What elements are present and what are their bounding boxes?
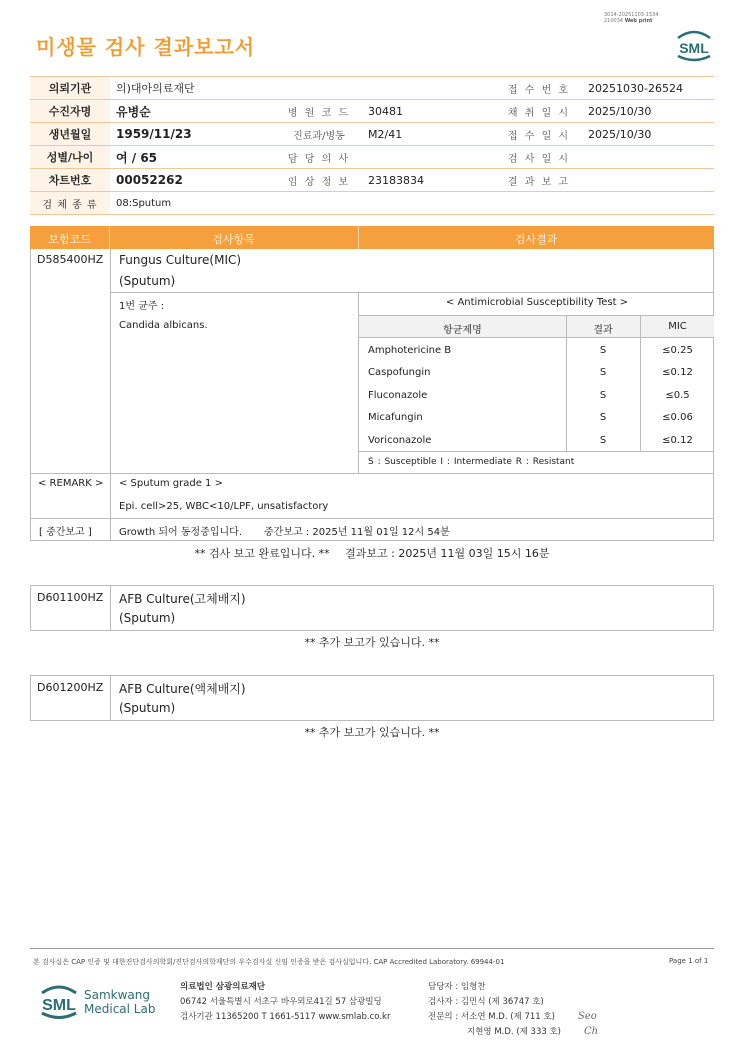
header-test-item: 검사항목 [212, 233, 255, 246]
info-value: 2025/10/30 [582, 123, 714, 146]
ast-col-result: 결과 [593, 325, 613, 336]
staff-name: 김민식 (제 36747 호) [460, 997, 544, 1007]
test-code: D585400HZ [37, 253, 104, 266]
info-value [362, 77, 496, 100]
info-value [582, 192, 714, 215]
final-time: 결과보고 : 2025년 11월 03일 15시 16분 [345, 547, 550, 560]
divider [566, 315, 567, 451]
ast-col-drug: 항균제명 [443, 325, 482, 336]
drug-result: S [599, 435, 607, 446]
sml-logo-text: SML [679, 40, 709, 56]
info-value [362, 146, 496, 169]
info-label: 채 취 일 시 [496, 100, 582, 123]
drug-result: S [599, 367, 607, 378]
signature-2: Ch [584, 1026, 599, 1037]
info-label: 접 수 번 호 [496, 77, 582, 100]
patient-info-table [30, 76, 714, 215]
test-name: Fungus Culture(MIC) [119, 253, 242, 267]
info-value: 유병순 [110, 100, 276, 123]
info-label: 담 당 의 사 [276, 146, 362, 169]
info-value [582, 146, 714, 169]
interim-label: [ 중간보고 ] [39, 527, 92, 538]
header-test-result: 검사결과 [514, 233, 558, 246]
remark-label: < REMARK > [38, 478, 104, 489]
final-report-note [0, 545, 744, 561]
info-value: 08:Sputum [110, 192, 276, 215]
info-value: 23183834 [362, 169, 496, 192]
divider [359, 451, 714, 452]
org-address: 06742 서울특별시 서초구 바우뫼로41길 57 삼광빌딩 [180, 997, 382, 1007]
info-label: 성별/나이 [30, 146, 110, 169]
specimen: (Sputum) [119, 611, 176, 625]
results-header [30, 226, 714, 249]
test-code: D601200HZ [37, 681, 104, 694]
divider [110, 676, 111, 720]
interim-time: 중간보고 : 2025년 11월 01일 12시 54분 [264, 527, 450, 538]
staff-role: 검사자 : [428, 997, 459, 1007]
test-code: D601100HZ [37, 591, 104, 604]
report-id-line1: 3014-20251103-1534 [604, 12, 659, 18]
footer-divider [30, 948, 714, 949]
info-value: 의)대아의료재단 [110, 77, 276, 100]
divider [358, 226, 359, 249]
staff-role: 담당자 : [428, 982, 459, 992]
org-name: 의료법인 삼광의료재단 [180, 982, 266, 992]
report-id-line2: 210034 [604, 18, 624, 24]
drug-mic: ≤0.12 [662, 367, 693, 378]
drug-name: Voriconazole [368, 435, 432, 446]
drug-name: Amphotericine B [368, 345, 452, 356]
test-name: AFB Culture(액체배지) [119, 682, 246, 696]
lab-name [84, 988, 155, 1016]
divider [110, 586, 111, 630]
info-label: 접 수 일 시 [496, 123, 582, 146]
info-label: 결 과 보 고 [496, 169, 582, 192]
info-value [362, 192, 496, 215]
report-id [604, 12, 659, 24]
remark-line1: < Sputum grade 1 > [119, 478, 223, 489]
ast-table [358, 292, 714, 474]
drug-name: Caspofungin [368, 367, 431, 378]
lab-name-line1: Samkwang [84, 988, 150, 1002]
org-info [180, 980, 390, 1025]
staff-name: 임형찬 [460, 982, 486, 992]
test1-block [30, 249, 714, 541]
drug-result: S [599, 390, 607, 401]
drug-name: Fluconazole [368, 390, 428, 401]
staff-name: 서소연 M.D. (제 711 호) [460, 1012, 555, 1022]
staff-info [428, 980, 561, 1040]
info-row [30, 192, 714, 215]
specimen: (Sputum) [119, 274, 176, 288]
ast-title: < Antimicrobial Susceptibility Test > [445, 297, 629, 308]
info-label: 검 사 일 시 [496, 146, 582, 169]
drug-result: S [599, 412, 607, 423]
sml-footer-logo-icon [36, 982, 82, 1020]
strain-label: 1번 균주 : [119, 301, 165, 312]
page-number: Page 1 of 1 [669, 957, 709, 965]
info-label: 병 원 코 드 [276, 100, 362, 123]
info-label: 진료과/병동 [276, 123, 362, 146]
header-insurance-code: 보험코드 [48, 233, 91, 246]
info-label: 생년월일 [30, 123, 110, 146]
staff-role: 전문의 : [428, 1012, 459, 1022]
drug-result: S [599, 345, 607, 356]
info-value: 2025/10/30 [582, 100, 714, 123]
info-label: 검 체 종 류 [30, 192, 110, 215]
specimen: (Sputum) [119, 701, 176, 715]
info-value: 00052262 [110, 169, 276, 192]
info-value: 20251030-26524 [582, 77, 714, 100]
info-value: 1959/11/23 [110, 123, 276, 146]
remark-line2: Epi. cell>25, WBC<10/LPF, unsatisfactory [119, 501, 329, 512]
ast-legend: S : Susceptible I : Intermediate R : Resistant [368, 457, 575, 467]
info-row [30, 77, 714, 100]
info-row [30, 146, 714, 169]
staff-name: 지현영 M.D. (제 333 호) [467, 1027, 562, 1037]
info-row [30, 123, 714, 146]
divider [640, 315, 641, 451]
drug-mic: ≤0.06 [662, 412, 693, 423]
divider [109, 226, 110, 249]
signature-1: Seo [578, 1011, 597, 1022]
info-value: 30481 [362, 100, 496, 123]
test-name: AFB Culture(고체배지) [119, 592, 246, 606]
info-label [496, 192, 582, 215]
info-label: 의뢰기관 [30, 77, 110, 100]
cap-notice: 본 검사실은 CAP 인증 및 대한진단검사의학회/진단검사의학재단의 우수검사실 신임 인증을 받은 검사실입니다. CAP Accredited Laboratory. 69944-01 [33, 958, 505, 966]
info-value [582, 169, 714, 192]
org-contact: 검사기관 11365200 T 1661-5117 www.smlab.co.kr [180, 1012, 391, 1022]
page-title: 미생물 검사 결과보고서 [36, 35, 256, 59]
ast-col-mic: MIC [668, 321, 687, 332]
sml-logo-icon [672, 28, 716, 62]
divider [31, 518, 713, 519]
interim-text: Growth 되어 동정중입니다. [119, 527, 243, 538]
info-label [276, 77, 362, 100]
info-row [30, 100, 714, 123]
test3-block [30, 675, 714, 721]
drug-mic: ≤0.5 [665, 390, 690, 401]
test2-block [30, 585, 714, 631]
final-note: ** 검사 보고 완료입니다. ** [194, 547, 330, 560]
additional-report-note: ** 추가 보고가 있습니다. ** [304, 726, 440, 739]
organism-name: Candida albicans. [119, 320, 208, 331]
info-label: 수진자명 [30, 100, 110, 123]
info-label: 임 상 정 보 [276, 169, 362, 192]
info-row [30, 169, 714, 192]
drug-name: Micafungin [368, 412, 423, 423]
drug-mic: ≤0.25 [662, 345, 693, 356]
divider [31, 473, 713, 474]
info-label: 차트번호 [30, 169, 110, 192]
additional-report-note: ** 추가 보고가 있습니다. ** [304, 636, 440, 649]
info-label [276, 192, 362, 215]
info-value: 여 / 65 [110, 146, 276, 169]
drug-mic: ≤0.12 [662, 435, 693, 446]
lab-name-line2: Medical Lab [84, 1002, 156, 1016]
info-value: M2/41 [362, 123, 496, 146]
ast-header-row [359, 315, 714, 338]
sml-footer-logo-text: SML [42, 997, 76, 1014]
web-print-label: Web print [624, 18, 653, 24]
